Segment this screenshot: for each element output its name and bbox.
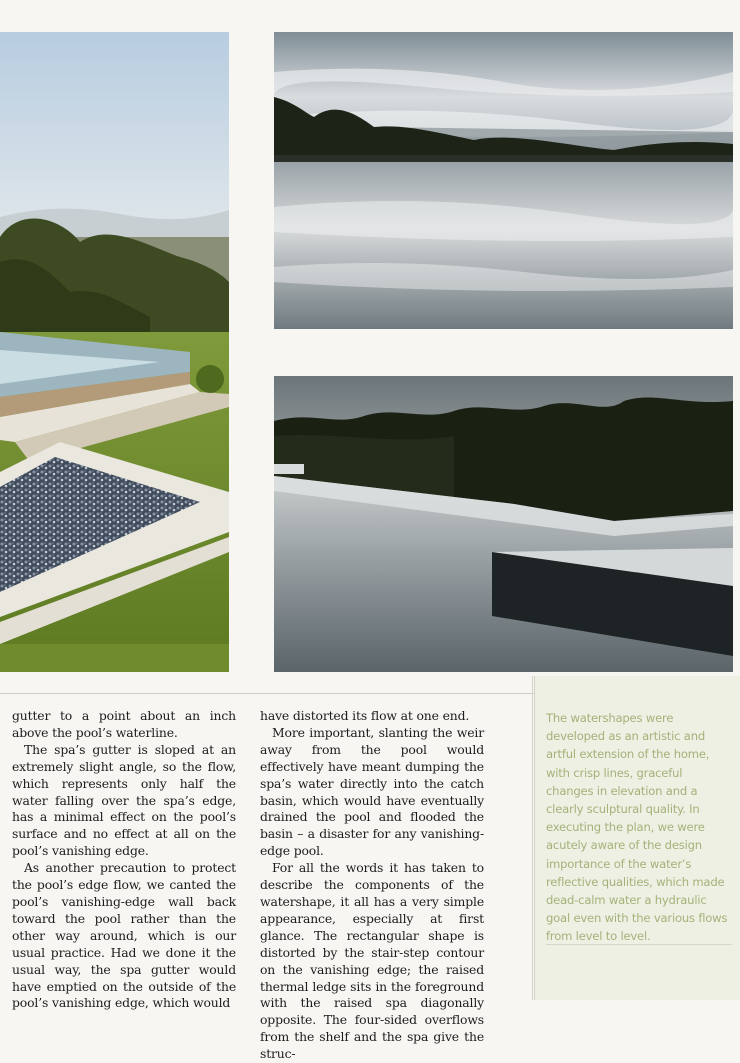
paragraph: For all the words it has taken to describe the components of the watershape, it all has a very simple appearance, especially at first glance. The rectangular shape is distorted by the stair-step contour on the vanishing edge; the raised thermal ledge sits in the foreground with the raised spa diagonally opposite. The four-sided overflows from the shelf and the spa give the struc- <box>260 860 484 1062</box>
paragraph: have distorted its flow at one end. <box>260 708 470 723</box>
pull-quote-sidebar <box>534 676 740 1000</box>
paragraph: The spa’s gutter is sloped at an extremely slight angle, so the flow, which represents only half the water falling over the spa’s edge, has a minimal effect on the pool’s surface and no effect at all on the pool’s vanishing edge. <box>12 741 236 859</box>
paragraph: gutter to a point about an inch above the pool’s waterline. <box>12 708 236 740</box>
paragraph: More important, slanting the weir away from the pool would effectively have meant dumping the spa’s water directly into the catch basin, which would have eventually drained the pool and flooded the basin – a disaster for any vanishing-edge pool. <box>260 724 484 859</box>
pool-and-spa-hillside-photo <box>0 32 229 672</box>
pull-quote-text: The watershapes were developed as an artistic and artful extension of the home, with crisp lines, graceful changes in elevation and a clearly sculptural quality. In executing the plan, we were acutely aware of the design importance of the water’s reflective qualities, which made dead-calm water a hydraulic goal even with the various flows from level to level. <box>546 711 728 944</box>
column-divider <box>532 676 533 1000</box>
infinity-edge-reflection-photo <box>274 32 733 329</box>
vanishing-edge-pool-trees-photo <box>274 376 733 672</box>
pull-quote-box <box>546 709 732 945</box>
paragraph: As another precaution to protect the pool’s edge flow, we canted the pool’s vanishing-edge wall back toward the pool rather than the other way around, which is our usual practice. Had we done it the usual way, the spa gutter would have emptied on the outside of the pool’s vanishing edge, which would <box>12 860 236 1011</box>
body-column-1 <box>12 708 236 1012</box>
body-column-2 <box>260 708 484 1063</box>
